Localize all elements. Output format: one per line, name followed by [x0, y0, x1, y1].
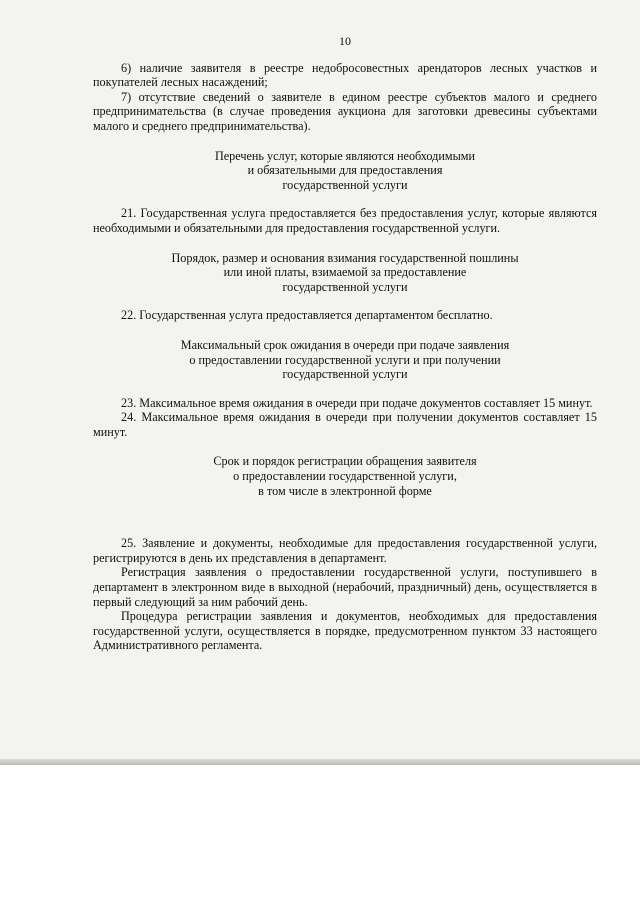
heading-registration: Срок и порядок регистрации обращения заявителя о предоставлении государственной услуги, в том числе в электронной форме [213, 454, 477, 498]
paragraph-procedure: Процедура регистрации заявления и документов, необходимых для предоставления государственной услуги, осуществляется в порядке, предусмотренном пунктом 33 настоящего Административного регламента. [93, 609, 597, 653]
paragraph-24: 24. Максимальное время ожидания в очереди при получении документов составляет 15 минут. [93, 410, 597, 439]
paragraph-21: 21. Государственная услуга предоставляется без предоставления услуг, которые являются необходимыми и обязательными для предоставления государственной услуги. [93, 206, 597, 235]
paragraph-25: 25. Заявление и документы, необходимые для предоставления государственной услуги, регистрируются в день их представления в департамент. [93, 536, 597, 565]
document-text [93, 34, 597, 653]
paragraph-22: 22. Государственная услуга предоставляется департаментом бесплатно. [121, 308, 493, 323]
item-7: 7) отсутствие сведений о заявителе в едином реестре субъектов малого и среднего предпринимательства (в случае проведения аукциона для заготовки древесины субъектами малого и среднего предпринимательства). [93, 89, 597, 133]
page-number: 10 [339, 34, 351, 48]
heading-services: Перечень услуг, которые являются необходимыми и обязательными для предоставления государственной услуги [214, 148, 476, 192]
spacer [93, 512, 597, 536]
item-6: 6) наличие заявителя в реестре недобросовестных арендаторов лесных участков и покупателей лесных насаждений; [93, 60, 597, 90]
heading-queue: Максимальный срок ожидания в очереди при подаче заявления о предоставлении государственной услуги и при получении государственной услуги [180, 337, 510, 382]
paragraph-registration-electronic: Регистрация заявления о предоставлении государственной услуги, поступившего в департамент в электронном виде в выходной (нерабочий, праздничный) день, осуществляется в первый следующий за ним рабочий день. [93, 565, 597, 609]
heading-fee: Порядок, размер и основания взимания государственной пошлины или иной платы, взимаемой за предоставление государственной услуги [171, 250, 519, 294]
paragraph-23: 23. Максимальное время ожидания в очереди при подаче документов составляет 15 минут. [121, 395, 593, 410]
